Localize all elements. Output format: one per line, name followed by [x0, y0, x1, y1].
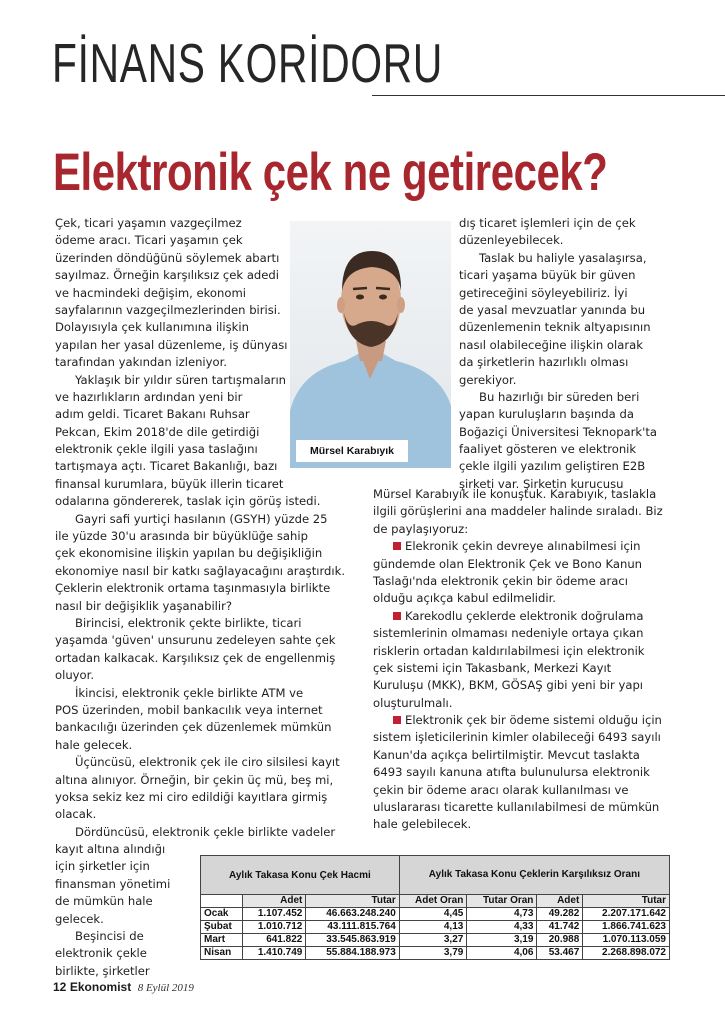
text-line: [373, 764, 663, 781]
text-line-content: üzerinden döndüğünü söylemek abartı: [55, 250, 280, 265]
text-line: [373, 677, 663, 694]
text-line: [459, 458, 657, 475]
column-2-bottom: [373, 486, 663, 834]
text-line: [373, 573, 663, 590]
text-line-content: çekin bir ödeme aracı olarak kullanılması ve: [373, 782, 629, 797]
text-line: [55, 632, 345, 649]
text-line: [373, 521, 663, 538]
text-line: [373, 816, 663, 833]
table-subheader: Tutar: [583, 895, 670, 908]
text-line: [459, 215, 657, 232]
text-line-content: nasıl bir değişiklik yaşanabilir?: [55, 598, 233, 613]
text-line-content: yapılan her yasal düzenleme, iş dünyası: [55, 337, 288, 352]
text-line: [459, 232, 657, 249]
text-line: [55, 615, 345, 632]
text-line-content: ilgili görüşlerini ana maddeler halinde sıraladı. Biz: [373, 504, 663, 519]
text-line: [55, 493, 345, 510]
issue-date: 8 Eylül 2019: [137, 982, 194, 994]
text-line: [55, 406, 345, 423]
text-line: [55, 441, 345, 458]
text-line-content: Bu hazırlığı bir süreden beri: [479, 389, 640, 404]
text-line-content: şirketi var. Şirketin kurucusu: [459, 476, 624, 491]
text-line-content: Pekcan, Ekim 2018'de dile getirdiği: [55, 424, 260, 439]
text-line: [55, 685, 345, 702]
table-row: [201, 934, 670, 947]
text-line-content: Taslağı'nda elektronik çekin bir ödeme aracı: [373, 573, 628, 588]
table-cell: 2.207.171.642: [583, 908, 670, 921]
table-row-label: Nisan: [201, 947, 243, 960]
table-row: [201, 947, 670, 960]
headline: Elektronik çek ne getirecek?: [53, 143, 608, 202]
bullet-square-icon: [393, 542, 401, 550]
text-line-content: yoksa sekiz kez mi ciro edildiği kayıtlara girmiş: [55, 789, 328, 804]
text-line-content: ve hazırlıkların ardından yeni bir: [55, 389, 243, 404]
text-line: [373, 608, 663, 625]
text-line-content: Gayri safi yurtiçi hasılanın (GSYH) yüzde 25: [75, 511, 328, 526]
data-table: [200, 855, 670, 960]
text-line: [459, 319, 657, 336]
table-cell: 20.988: [537, 934, 583, 947]
text-line: [459, 302, 657, 319]
table-group-header-ratio: Aylık Takasa Konu Çeklerin Karşılıksız Oranı: [399, 856, 669, 895]
text-line-content: da şirketlerin hazırlıklı olması: [459, 355, 629, 370]
table-cell: 4,45: [399, 908, 467, 921]
text-line-content: ile yüzde 30'u arasında bir büyüklüğe sahip: [55, 529, 308, 544]
text-line-content: Kanun'da açıkça belirtilmiştir. Mevcut taslakta: [373, 747, 640, 762]
text-line: [373, 712, 663, 729]
text-line-content: Elekronik çekin devreye alınabilmesi için: [405, 539, 641, 554]
text-line: [55, 528, 345, 545]
text-line-content: çekle ilgili yazılım geliştiren E2B: [459, 459, 646, 474]
text-line-content: POS üzerinden, mobil bankacılık veya internet: [55, 702, 323, 717]
bullet-square-icon: [393, 716, 401, 724]
text-line-content: finansal kurumlara, büyük illerin ticaret: [55, 476, 284, 491]
text-line: [55, 580, 345, 597]
text-line-content: tarafından yakından izleniyor.: [55, 355, 227, 370]
magazine-name: Ekonomist: [69, 980, 132, 994]
text-line: [373, 747, 663, 764]
table-cell: 3,79: [399, 947, 467, 960]
text-line-content: risklerin ortadan kaldırılabilmesi için elektronik: [373, 643, 645, 658]
text-line-content: sayılmaz. Örneğin karşılıksız çek adedi: [55, 268, 280, 283]
text-line-content: adım geldi. Ticaret Bakanı Ruhsar: [55, 407, 250, 422]
table-row-label: Şubat: [201, 921, 243, 934]
table-cell: 55.884.188.973: [306, 947, 399, 960]
text-line: [373, 503, 663, 520]
text-line-content: İkincisi, elektronik çekle birlikte ATM ve: [75, 685, 304, 700]
text-line-content: dış ticaret işlemleri için de çek: [459, 216, 636, 230]
text-line: [55, 719, 345, 736]
text-line: [55, 511, 345, 528]
text-line: [55, 232, 345, 249]
text-line-content: Dolayısıyla çek kullanımına ilişkin: [55, 320, 249, 335]
text-line: [373, 660, 663, 677]
text-line: [373, 729, 663, 746]
text-line-content: yapan kuruluşların başında da: [459, 407, 634, 422]
text-line: [373, 538, 663, 555]
text-line: [55, 372, 345, 389]
text-line-content: uluslararası ticarette kullanılabilmesi de mümkün: [373, 800, 660, 815]
text-line: [459, 372, 657, 389]
text-line-content: Karekodlu çeklerde elektronik doğrulama: [405, 608, 644, 623]
text-line: [373, 643, 663, 660]
text-line-content: Çeklerin elektronik ortama taşınmasıyla birlikte: [55, 581, 331, 596]
text-line: [373, 556, 663, 573]
text-line: [459, 267, 657, 284]
text-line-content: sayfalarının vazgeçilmezlerinden birisi.: [55, 302, 281, 317]
text-line: [55, 215, 345, 232]
text-line: [55, 389, 345, 406]
text-line-content: Çek, ticari yaşamın vazgeçilmez: [55, 216, 242, 230]
text-line: [373, 799, 663, 816]
table-cell: 43.111.815.764: [306, 921, 399, 934]
text-line-content: olacak.: [55, 807, 97, 822]
table-cell: 1.010.712: [243, 921, 306, 934]
table-cell: 4,33: [467, 921, 537, 934]
table-cell: 4,73: [467, 908, 537, 921]
text-line-content: ticari yaşama büyük bir güven: [459, 268, 636, 283]
text-line-content: Elektronik çek bir ödeme sistemi olduğu için: [405, 713, 662, 728]
text-line-content: Birincisi, elektronik çekte birlikte, ticari: [75, 615, 302, 630]
text-line-content: hale gelebilecek.: [373, 817, 472, 832]
text-line-content: nasıl olabileceğine ilişkin olarak: [459, 337, 643, 352]
text-line: [373, 625, 663, 642]
text-line-content: de mümkün hale: [55, 894, 153, 909]
text-line: [459, 389, 657, 406]
text-line: [55, 563, 345, 580]
text-line-content: sistemlerinin olmaması nedeniyle ortaya çıkan: [373, 626, 644, 641]
text-line: [55, 963, 345, 980]
table-cell: 33.545.863.919: [306, 934, 399, 947]
text-line-content: de yasal mevzuatlar yanında bu: [459, 302, 646, 317]
text-line-content: tartışmaya açtı. Ticaret Bakanlığı, bazı: [55, 459, 278, 474]
text-line-content: gerekiyor.: [459, 372, 517, 387]
text-line: [55, 737, 345, 754]
text-line-content: ve hacmindeki değişim, ekonomi: [55, 285, 246, 300]
text-line: [55, 598, 345, 615]
text-line: [55, 424, 345, 441]
text-line-content: faaliyet gösteren ve elektronik: [459, 442, 637, 457]
text-line: [459, 441, 657, 458]
text-line: [55, 302, 345, 319]
table-row-label: Mart: [201, 934, 243, 947]
table-row: [201, 908, 670, 921]
text-line-content: Taslak bu haliyle yasalaşırsa,: [479, 250, 647, 265]
table-cell: 4,13: [399, 921, 467, 934]
table-cell: 3,19: [467, 934, 537, 947]
text-line: [55, 319, 345, 336]
text-line-content: Yaklaşık bir yıldır süren tartışmaların: [75, 372, 287, 387]
text-line-content: yaşamda 'güven' unsurunu zedeleyen sahte çek: [55, 633, 336, 648]
table-cell: 4,06: [467, 947, 537, 960]
page-number: 12: [53, 980, 67, 994]
table-group-header-volume: Aylık Takasa Konu Çek Hacmi: [201, 856, 400, 895]
text-line: [55, 824, 345, 841]
table-cell: 2.268.898.072: [583, 947, 670, 960]
text-line-content: ödeme aracı. Ticari yaşamın çek: [55, 233, 243, 248]
table-cell: 1.410.749: [243, 947, 306, 960]
text-line-content: Kuruluşu (MKK), BKM, GÖSAŞ gibi yeni bir yapı: [373, 678, 644, 693]
text-line-content: kayıt altına alındığı: [55, 842, 166, 857]
photo-caption: Mürsel Karabıyık: [296, 440, 408, 462]
text-line: [373, 782, 663, 799]
text-line: [373, 486, 663, 503]
table-row: [201, 921, 670, 934]
text-line-content: birlikte, şirketler: [55, 963, 150, 978]
table-cell: 1.070.113.059: [583, 934, 670, 947]
text-line-content: hale gelecek.: [55, 737, 133, 752]
table-cell: 46.663.248.240: [306, 908, 399, 921]
text-line-content: getireceğini söyleyebiliriz. İyi: [459, 285, 628, 300]
text-line: [55, 337, 345, 354]
text-line: [55, 458, 345, 475]
text-line-content: gelecek.: [55, 911, 104, 926]
table-corner: [201, 895, 243, 908]
table-cell: 41.742: [537, 921, 583, 934]
text-line-content: oluşturulmalı.: [373, 695, 453, 710]
text-line-content: düzenleyebilecek.: [459, 233, 564, 248]
table-cell: 53.467: [537, 947, 583, 960]
text-line-content: de paylaşıyoruz:: [373, 521, 469, 536]
text-line-content: oluyor.: [55, 668, 95, 683]
text-line-content: çek ekonomisine ilişkin yapılan bu değişikliğin: [55, 546, 323, 561]
text-line-content: 6493 sayılı kanuna atıfta bulunulursa elektronik: [373, 765, 650, 780]
text-line-content: Boğaziçi Üniversitesi Teknopark'ta: [459, 424, 657, 439]
text-line: [55, 285, 345, 302]
section-title: FİNANS KORİDORU: [52, 32, 443, 94]
text-line: [55, 702, 345, 719]
text-line: [55, 789, 345, 806]
table-cell: 49.282: [537, 908, 583, 921]
text-line-content: Mürsel Karabıyık ile konuştuk. Karabıyık, taslakla: [373, 487, 657, 501]
table-subheader: Adet Oran: [399, 895, 467, 908]
text-line-content: elektronik çekle: [55, 946, 147, 961]
text-line-content: bankacılığı üzerinden çek düzenlemek mümkün: [55, 720, 332, 735]
page-footer: [53, 980, 194, 994]
table-cell: 1.866.741.623: [583, 921, 670, 934]
text-line: [459, 285, 657, 302]
table-subheader: Adet: [537, 895, 583, 908]
text-line: [55, 650, 345, 667]
text-line-content: ekonomiye nasıl bir katkı sağlayacağını araştırdık.: [55, 563, 346, 578]
text-line: [373, 695, 663, 712]
table-subheader: Adet: [243, 895, 306, 908]
text-line: [55, 667, 345, 684]
text-line: [55, 806, 345, 823]
text-line-content: finansman yönetimi: [55, 876, 171, 891]
text-line: [55, 772, 345, 789]
text-line: [55, 250, 345, 267]
table-row-label: Ocak: [201, 908, 243, 921]
table-subheader: Tutar Oran: [467, 895, 537, 908]
text-line-content: Üçüncüsü, elektronik çek ile ciro silsilesi kayıt: [75, 755, 340, 770]
text-line: [55, 754, 345, 771]
text-line: [55, 476, 345, 493]
text-line: [55, 354, 345, 371]
table-cell: 1.107.452: [243, 908, 306, 921]
column-2-top: [459, 215, 657, 493]
text-line: [459, 337, 657, 354]
text-line-content: çek sistemi için Takasbank, Merkezi Kayıt: [373, 660, 612, 675]
text-line: [459, 250, 657, 267]
text-line-content: ortadan kalkacak. Karşılıksız çek de engellenmiş: [55, 650, 336, 665]
text-line: [55, 545, 345, 562]
text-line: [373, 590, 663, 607]
text-line-content: gündemde olan Elektronik Çek ve Bono Kanun: [373, 556, 643, 571]
text-line-content: olduğu açıkça kabul edilmelidir.: [373, 591, 556, 606]
section-rule: [372, 95, 725, 96]
text-line: [55, 267, 345, 284]
table-subheader: Tutar: [306, 895, 399, 908]
text-line-content: odalarına göndererek, taslak için görüş istedi.: [55, 494, 321, 509]
text-line: [459, 406, 657, 423]
text-line: [459, 354, 657, 371]
table-cell: 641.822: [243, 934, 306, 947]
text-line: [459, 424, 657, 441]
text-line-content: altına alınıyor. Örneğin, bir çekin üç mü, beş mi,: [55, 772, 334, 787]
bullet-square-icon: [393, 612, 401, 620]
text-line-content: Beşincisi de: [75, 929, 144, 944]
table-cell: 3,27: [399, 934, 467, 947]
text-line-content: elektronik çekle ilgili yasa taslağını: [55, 442, 258, 457]
text-line-content: Dördüncüsü, elektronik çekle birlikte vadeler: [75, 824, 336, 839]
text-line-content: için şirketler için: [55, 859, 150, 874]
text-line-content: düzenlemenin teknik altyapısının: [459, 320, 651, 335]
text-line-content: sistem işleticilerinin kimler olabileceği 6493 sayılı: [373, 730, 661, 745]
